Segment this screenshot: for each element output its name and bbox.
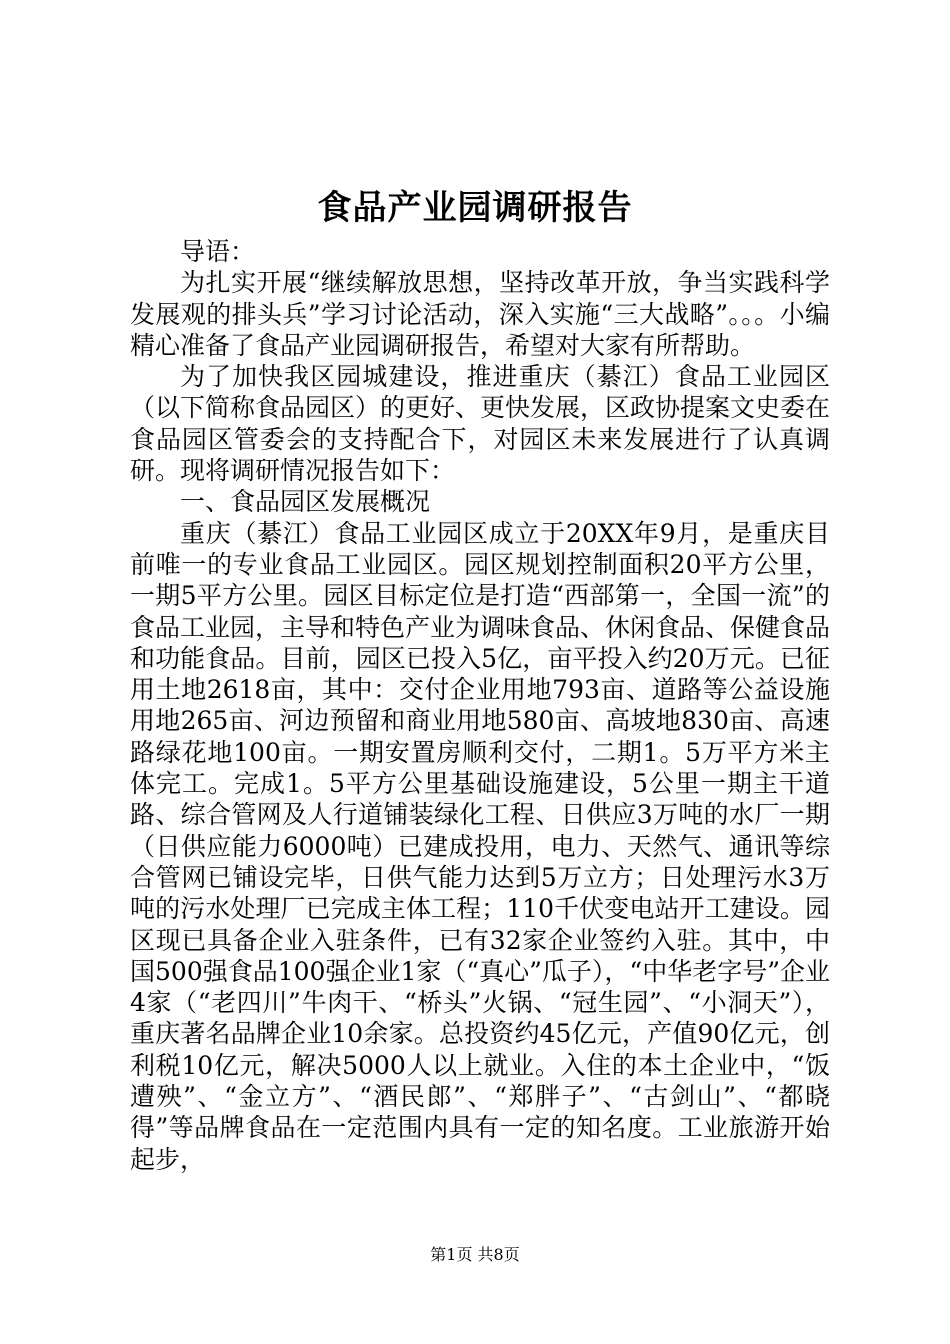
paragraph-overview: 重庆（綦江）食品工业园区成立于20XX年9月，是重庆目前唯一的专业食品工业园区。园区规划控制面积20平方公里，一期5平方公里。园区目标定位是打造“西部第一，全国一流”的食品工业园，主导和特色产业为调味食品、休闲食品、保健食品和功能食品。目前，园区已投入5亿，亩平投入约20万元。已征用土地2618亩，其中：交付企业用地793亩、道路等公益设施用地265亩、河边预留和商业用地580亩、高坡地830亩、高速路绿花地100亩。一期安置房顺利交付，二期1。5万平方米主体完工。完成1。5平方公里基础设施建设，5公里一期主干道路、综合管网及人行道铺装绿化工程、日供应3万吨的水厂一期（日供应能力6000吨）已建成投用，电力、天然气、通讯等综合管网已铺设完毕，日供气能力达到5万立方；日处理污水3万吨的污水处理厂已完成主体工程；110千伏变电站开工建设。园区现已具备企业入驻条件，已有32家企业签约入驻。其中，中国500强食品100强企业1家（“真心”瓜子），“中华老字号”企业4家（“老四川”牛肉干、“桥头”火锅、“冠生园”、“小洞天”），重庆著名品牌企业10余家。总投资约45亿元，产值90亿元，创利税10亿元，解决5000人以上就业。入住的本土企业中，“饭遭殃”、“金立方”、“酒民郎”、“郑胖子”、“古剑山”、“都晓得”等品牌食品在一定范围内具有一定的知名度。工业旅游开始起步， [130, 518, 831, 1174]
paragraph-intro-label: 导语： [180, 237, 256, 266]
document-title: 食品产业园调研报告 [317, 188, 633, 228]
paragraph-purpose: 为了加快我区园城建设，推进重庆（綦江）食品工业园区（以下简称食品园区）的更好、更快发展，区政协提案文史委在食品园区管委会的支持配合下，对园区未来发展进行了认真调研。现将调研情况报告如下： [130, 362, 831, 486]
paragraph-intro: 为扎实开展“继续解放思想，坚持改革开放，争当实践科学发展观的排头兵”学习讨论活动，深入实施“三大战略”。。。小编精心准备了食品产业园调研报告，希望对大家有所帮助。 [130, 268, 830, 360]
page-footer: 第1页 共8页 [430, 1245, 520, 1264]
document-body [130, 236, 830, 1175]
section-heading-1: 一、食品园区发展概况 [180, 487, 431, 517]
